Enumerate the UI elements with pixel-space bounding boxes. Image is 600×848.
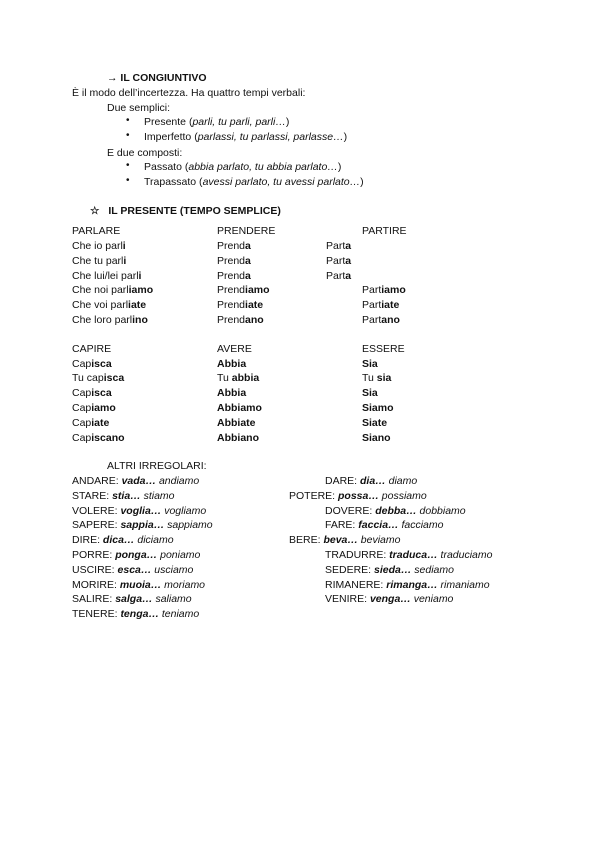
form-ending: iate	[128, 299, 147, 312]
form-ending: i	[122, 240, 126, 252]
star-icon: ☆	[90, 205, 100, 217]
bullet-icon: •	[126, 115, 130, 126]
tense-example: parli, tu parli, parli…	[192, 116, 286, 128]
conjugation-form	[217, 270, 251, 282]
form-stem: Cap	[72, 387, 92, 400]
table1-header-prendere: PRENDERE	[217, 225, 276, 237]
tense-name: Trapassato	[144, 176, 197, 188]
irregular-verb	[325, 579, 490, 591]
verb-infinitive: ANDARE:	[72, 475, 122, 487]
verb-noi-form: sappiamo	[164, 519, 213, 532]
form-ending: ano	[245, 314, 264, 326]
table1-header-parlare: PARLARE	[72, 225, 121, 237]
tense-name: Presente	[144, 116, 187, 128]
conjugation-form	[217, 358, 246, 370]
form-stem: Prend	[217, 240, 246, 252]
verb-form: dica…	[102, 534, 135, 547]
irregular-verb	[325, 519, 443, 531]
irregular-verb	[72, 475, 199, 487]
verb-form: sappia…	[120, 519, 165, 532]
verb-noi-form: teniamo	[158, 608, 200, 621]
form-ending: ino	[132, 314, 148, 326]
irregular-verb	[72, 505, 206, 517]
form-stem: Part	[362, 299, 382, 312]
page-title: → IL CONGIUNTIVO	[107, 72, 207, 84]
verb-form: debba…	[375, 504, 417, 517]
form-ending: a	[345, 240, 352, 252]
form-ending: isca	[103, 372, 125, 385]
paren-close: )	[360, 176, 364, 188]
form-ending: a	[345, 269, 352, 282]
verb-infinitive: FARE:	[325, 519, 359, 532]
conjugation-form	[326, 255, 351, 267]
verb-infinitive: DOVERE:	[325, 504, 376, 517]
verb-infinitive: PORRE:	[72, 549, 116, 561]
tense-name: Passato	[144, 161, 182, 173]
bullet-icon: •	[126, 175, 130, 186]
form-ending: ano	[381, 314, 400, 326]
form-stem: Che tu parl	[72, 254, 124, 267]
verb-form: faccia…	[358, 519, 399, 532]
paren-close: )	[337, 161, 342, 173]
verb-form: possa…	[338, 489, 379, 502]
verb-noi-form: rimaniamo	[437, 578, 490, 591]
tense-example: parlassi, tu parlassi, parlasse…	[197, 131, 344, 143]
form-stem: Che noi parl	[72, 284, 129, 297]
form-ending: a	[245, 240, 251, 252]
form-ending: isca	[91, 357, 112, 370]
verb-noi-form: poniamo	[157, 549, 201, 561]
simple-label: Due semplici:	[107, 102, 171, 114]
irregular-verb	[72, 534, 174, 546]
conjugation-form	[326, 270, 351, 282]
conjugation-form	[72, 387, 112, 399]
form-stem: Part	[326, 254, 346, 267]
form-ending: Abbiate	[217, 416, 256, 429]
verb-noi-form: saliamo	[152, 593, 192, 606]
form-ending: Abbiamo	[217, 401, 262, 414]
conjugation-form	[362, 299, 399, 311]
verb-noi-form: andiamo	[156, 475, 200, 487]
form-ending: abbia	[231, 372, 260, 385]
table1-header-partire: PARTIRE	[362, 225, 407, 237]
verb-noi-form: veniamo	[410, 593, 454, 606]
form-ending: Abbia	[217, 357, 247, 370]
form-stem: Prend	[217, 299, 246, 312]
verb-infinitive: SALIRE:	[72, 593, 116, 606]
form-ending: isca	[91, 387, 112, 400]
irregular-verb	[289, 534, 400, 546]
form-ending: a	[245, 269, 251, 282]
paren-open: (	[191, 131, 198, 143]
form-ending: Siano	[362, 431, 391, 444]
verb-infinitive: RIMANERE:	[325, 578, 387, 591]
verb-noi-form: dobbiamo	[416, 504, 466, 517]
conjugation-form	[72, 402, 116, 414]
verb-noi-form: traduciamo	[437, 549, 493, 561]
conjugation-form	[72, 299, 146, 311]
verb-form: stia…	[112, 489, 141, 502]
tense-item	[144, 131, 347, 143]
form-ending: i	[123, 254, 127, 267]
paren-close: )	[343, 131, 348, 143]
table2-header-capire: CAPIRE	[72, 343, 112, 355]
intro-text: È il modo dell’incertezza. Ha quattro tempi verbali:	[72, 87, 306, 99]
verb-infinitive: POTERE:	[289, 489, 339, 502]
irregular-verb	[72, 549, 200, 561]
form-ending: a	[345, 254, 352, 267]
paren-open: (	[181, 161, 189, 173]
form-ending: a	[245, 254, 251, 267]
verb-form: esca…	[117, 563, 152, 576]
verb-form: vada…	[121, 475, 157, 487]
irregular-verb	[72, 579, 205, 591]
form-ending: iate	[381, 299, 400, 312]
verb-infinitive: SEDERE:	[325, 563, 375, 576]
conjugation-form	[72, 255, 126, 267]
irregular-verb	[72, 593, 192, 605]
irregular-verb	[72, 490, 175, 502]
form-ending: iscano	[91, 431, 125, 444]
conjugation-form	[72, 270, 141, 282]
verb-form: salga…	[115, 593, 153, 606]
form-ending: Sia	[362, 387, 378, 400]
form-ending: Abbia	[217, 387, 247, 400]
table2-header-avere: AVERE	[217, 343, 252, 355]
form-stem: Prend	[217, 314, 246, 326]
verb-infinitive: USCIRE:	[72, 563, 118, 576]
conjugation-form	[362, 314, 400, 326]
form-ending: iamo	[91, 401, 116, 414]
table2-header-essere: ESSERE	[362, 343, 405, 355]
conjugation-form	[217, 299, 263, 311]
form-stem: Cap	[72, 401, 92, 414]
form-stem: Prend	[217, 254, 246, 267]
conjugation-form	[362, 387, 378, 399]
verb-form: rimanga…	[386, 578, 438, 591]
verb-noi-form: facciamo	[398, 519, 444, 532]
paren-open: (	[196, 176, 203, 188]
form-stem: Cap	[72, 357, 92, 370]
verb-form: traduca…	[389, 549, 438, 561]
form-ending: iamo	[128, 284, 154, 297]
form-ending: iate	[91, 416, 110, 429]
verb-noi-form: stiamo	[140, 489, 175, 502]
form-stem: Che lui/lei parl	[72, 269, 139, 282]
bullet-icon: •	[126, 160, 130, 171]
irregular-verb	[325, 593, 453, 605]
verb-noi-form: vogliamo	[161, 504, 207, 517]
form-ending: Siate	[362, 416, 388, 429]
verb-infinitive: DIRE:	[72, 534, 103, 547]
tense-name: Imperfetto	[144, 131, 192, 143]
conjugation-form	[72, 314, 148, 326]
conjugation-form	[72, 372, 124, 384]
verb-infinitive: MORIRE:	[72, 578, 120, 591]
irregular-verb	[72, 564, 193, 576]
form-ending: sia	[376, 372, 392, 385]
conjugation-form	[72, 358, 112, 370]
verb-form: tenga…	[120, 608, 159, 621]
irregular-verb	[325, 505, 466, 517]
form-stem: Tu cap	[72, 372, 104, 385]
conjugation-form	[217, 387, 246, 399]
form-stem: Part	[326, 269, 346, 282]
verb-infinitive: VENIRE:	[325, 593, 370, 606]
verb-form: dia…	[360, 475, 386, 487]
conjugation-form	[217, 255, 251, 267]
verb-form: beva…	[323, 534, 358, 547]
form-stem: Cap	[72, 431, 92, 444]
conjugation-form	[217, 314, 264, 326]
form-ending: Siamo	[362, 401, 394, 414]
tense-example: abbia parlato, tu abbia parlato…	[188, 161, 338, 173]
form-stem: Part	[362, 314, 382, 326]
verb-noi-form: moriamo	[161, 578, 206, 591]
form-stem: Che io parl	[72, 240, 123, 252]
conjugation-form	[217, 432, 259, 444]
conjugation-form	[362, 284, 406, 296]
verb-infinitive: SAPERE:	[72, 519, 121, 532]
form-ending: i	[138, 269, 142, 282]
conjugation-form	[72, 417, 109, 429]
verb-form: muoia…	[119, 578, 162, 591]
verb-infinitive: VOLERE:	[72, 504, 121, 517]
form-stem: Che voi parl	[72, 299, 129, 312]
tense-item	[144, 161, 341, 173]
paren-close: )	[285, 116, 290, 128]
verb-noi-form: possiamo	[378, 489, 427, 502]
irregular-verb	[325, 564, 454, 576]
form-stem: Tu	[362, 372, 377, 385]
verb-infinitive: BERE:	[289, 534, 324, 547]
conjugation-form	[217, 417, 256, 429]
conjugation-form	[217, 240, 251, 252]
conjugation-form	[72, 432, 125, 444]
form-ending: iate	[245, 299, 264, 312]
form-stem: Prend	[217, 269, 246, 282]
form-ending: Abbiano	[217, 431, 259, 444]
form-stem: Part	[326, 240, 346, 252]
verb-form: ponga…	[115, 549, 158, 561]
verb-infinitive: DARE:	[325, 475, 361, 487]
verb-form: venga…	[369, 593, 411, 606]
verb-form: sieda…	[374, 563, 412, 576]
conjugation-form	[72, 240, 126, 252]
form-stem: Part	[362, 284, 382, 297]
verb-noi-form: diamo	[385, 475, 418, 487]
conjugation-form	[362, 417, 387, 429]
tense-item	[144, 176, 364, 188]
conjugation-form	[72, 284, 153, 296]
paren-open: (	[186, 116, 193, 128]
conjugation-form	[362, 372, 391, 384]
conjugation-form	[326, 240, 351, 252]
section-title: ☆ IL PRESENTE (TEMPO SEMPLICE)	[90, 205, 281, 217]
conjugation-form	[362, 432, 391, 444]
tense-example: avessi parlato, tu avessi parlato…	[202, 176, 361, 188]
verb-infinitive: STARE:	[72, 489, 113, 502]
form-stem: Che loro parl	[72, 314, 133, 326]
compound-label: E due composti:	[107, 147, 183, 159]
verb-form: voglia…	[120, 504, 162, 517]
form-stem: Prend	[217, 284, 246, 297]
conjugation-form	[362, 358, 378, 370]
irregular-verb	[325, 549, 492, 561]
arrow-icon: →	[107, 72, 118, 84]
bullet-icon: •	[126, 130, 130, 141]
verb-infinitive: TRADURRE:	[325, 549, 390, 561]
form-ending: Sia	[362, 357, 378, 370]
conjugation-form	[217, 402, 262, 414]
conjugation-form	[217, 284, 270, 296]
verb-noi-form: diciamo	[134, 534, 174, 547]
form-ending: iamo	[245, 284, 270, 297]
irregular-verb	[72, 608, 199, 620]
verb-noi-form: beviamo	[357, 534, 401, 547]
verb-noi-form: sediamo	[411, 563, 454, 576]
irregular-verb	[72, 519, 213, 531]
form-stem: Cap	[72, 416, 92, 429]
irregular-verb	[289, 490, 427, 502]
form-ending: iamo	[381, 284, 406, 297]
irregular-verb	[325, 475, 417, 487]
tense-item	[144, 116, 289, 128]
conjugation-form	[217, 372, 259, 384]
irregular-label: ALTRI IRREGOLARI:	[107, 460, 207, 472]
verb-noi-form: usciamo	[151, 563, 194, 576]
verb-infinitive: TENERE:	[72, 608, 121, 621]
conjugation-form	[362, 402, 394, 414]
form-stem: Tu	[217, 372, 232, 385]
